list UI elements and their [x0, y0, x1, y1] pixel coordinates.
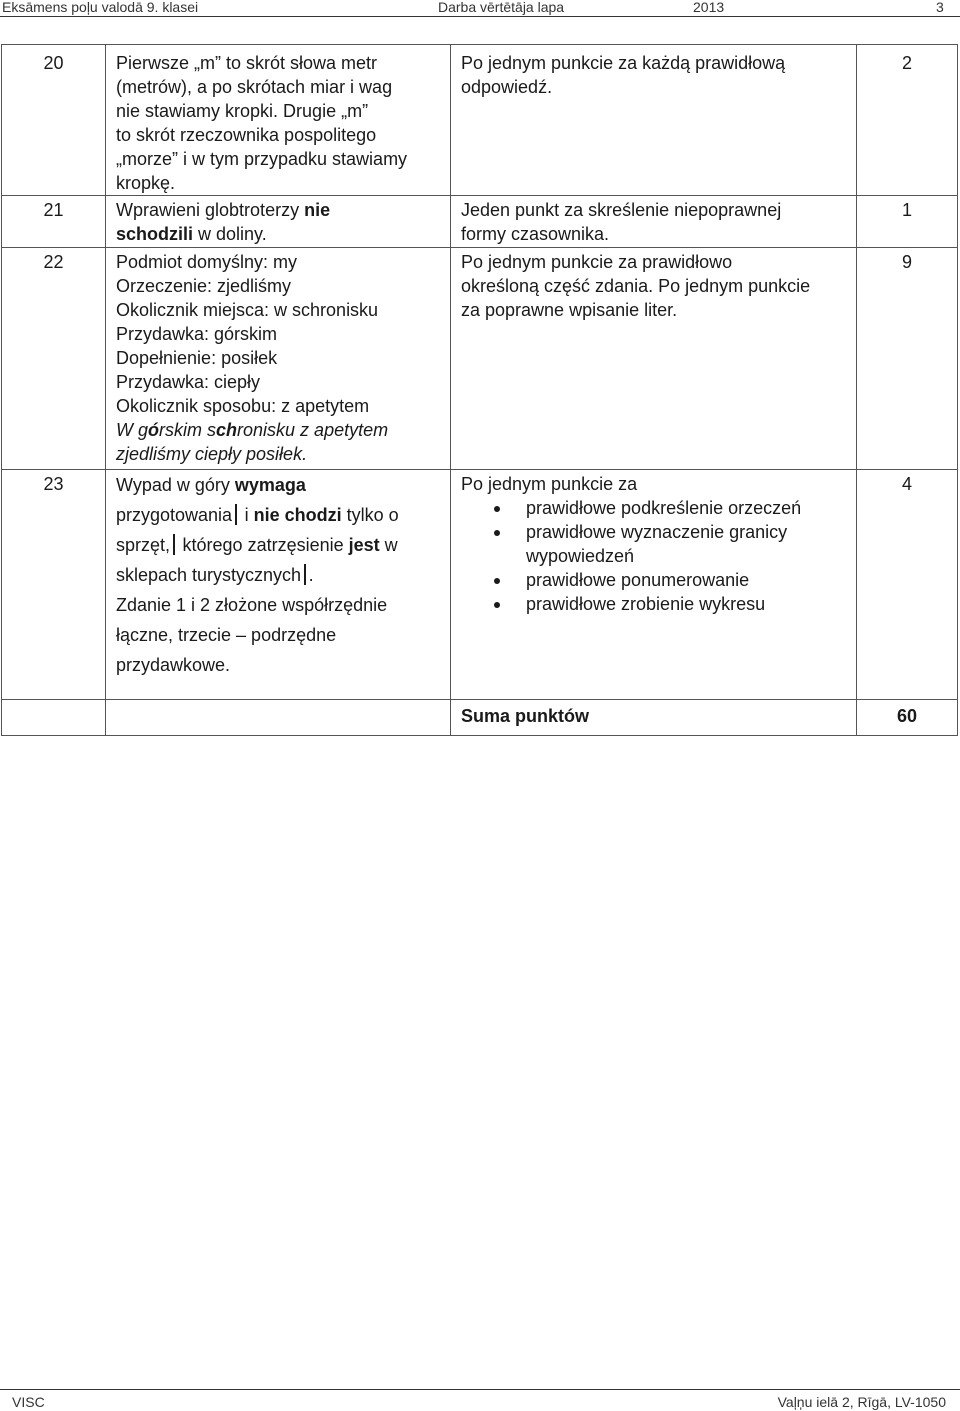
header-sheet-title: Darba vērtētāja lapa — [438, 0, 565, 15]
list-item: prawidłowe wyznaczenie granicy wypowiedzeń — [461, 520, 848, 568]
list-item: prawidłowe podkreślenie orzeczeń — [461, 496, 848, 520]
table-row-21 — [2, 196, 958, 248]
grading-table — [1, 44, 958, 736]
list-item: prawidłowe ponumerowanie — [461, 568, 848, 592]
task-number: 22 — [2, 248, 106, 470]
summary-label-cell — [451, 700, 857, 736]
answer-line: Pierwsze „m” to skrót słowa metr — [116, 53, 378, 73]
example-sentence: W górskim schronisku z apetytem — [116, 420, 389, 440]
criteria-line: Po jednym punkcie za każdą prawidłową — [461, 53, 786, 73]
answer-line: to skrót rzeczownika pospolitego — [116, 125, 377, 145]
list-item: prawidłowe zrobienie wykresu — [461, 592, 848, 616]
task-number: 23 — [2, 470, 106, 700]
criteria-cell: Po jednym punkcie za prawidłowe podkreślenie orzeczeń prawidłowe wyznaczenie granicy wypowiedzeń prawidłowe ponumerowanie prawidłowe zrobienie wykresu — [451, 470, 857, 700]
answer-cell: Wprawieni globtroterzy nie schodzili w doliny. — [106, 196, 451, 248]
summary-empty-cell — [106, 700, 451, 736]
table-row-20 — [2, 45, 958, 196]
page-footer — [0, 1389, 960, 1411]
criteria-cell: Jeden punkt za skreślenie niepoprawnej formy czasownika. — [451, 196, 857, 248]
header-exam-title: Eksāmens poļu valodā 9. klasei — [2, 0, 199, 15]
points-cell: 9 — [857, 248, 958, 470]
points-cell: 2 — [857, 45, 958, 196]
answer-line: kropkę. — [116, 173, 176, 193]
summary-empty-cell — [2, 700, 106, 736]
points-cell: 4 — [857, 470, 958, 700]
footer-address: Vaļņu ielā 2, Rīgā, LV-1050 — [777, 1394, 946, 1410]
sentence-boundary-mark — [304, 564, 306, 585]
summary-points-cell — [857, 700, 958, 736]
sentence-boundary-mark — [173, 534, 175, 555]
table-row-summary — [2, 700, 958, 736]
sentence-boundary-mark — [235, 504, 237, 525]
footer-org: VISC — [12, 1394, 45, 1410]
table-row-23 — [2, 470, 958, 700]
summary-points: 60 — [896, 706, 918, 726]
answer-cell: Podmiot domyślny: my Orzeczenie: zjedliśmy Okolicznik miejsca: w schronisku Przydawka: górskim Dopełnienie: posiłek Przydawka: ciepły Okolicznik sposobu: z apetytem W górskim schronisku z apetytem zjedliśmy ciepły posiłek. — [106, 248, 451, 470]
answer-line: „morze” i w tym przypadku stawiamy — [116, 149, 408, 169]
answer-cell — [106, 45, 451, 196]
summary-label: Suma punktów — [461, 706, 590, 726]
criteria-line: odpowiedź. — [461, 77, 553, 97]
task-number: 20 — [2, 45, 106, 196]
criteria-cell: Po jednym punkcie za prawidłowo określoną część zdania. Po jednym punkcie za poprawne wpisanie liter. — [451, 248, 857, 470]
answer-cell: Wypad w góry wymaga przygotowania i nie chodzi tylko o sprzęt, którego zatrzęsienie jest w sklepach turystycznych . Zdanie 1 i 2 złożone współrzędnie łączne, trzecie – podrzędne przydawkowe. — [106, 470, 451, 700]
table-row-22 — [2, 248, 958, 470]
answer-line: (metrów), a po skrótach miar i wag — [116, 77, 393, 97]
points-cell: 1 — [857, 196, 958, 248]
header-year: 2013 — [693, 0, 725, 15]
criteria-cell — [451, 45, 857, 196]
criteria-bullet-list — [461, 496, 848, 616]
answer-line: nie stawiamy kropki. Drugie „m” — [116, 101, 369, 121]
header-page-number: 3 — [936, 0, 944, 15]
page-header — [0, 0, 960, 17]
task-number: 21 — [2, 196, 106, 248]
